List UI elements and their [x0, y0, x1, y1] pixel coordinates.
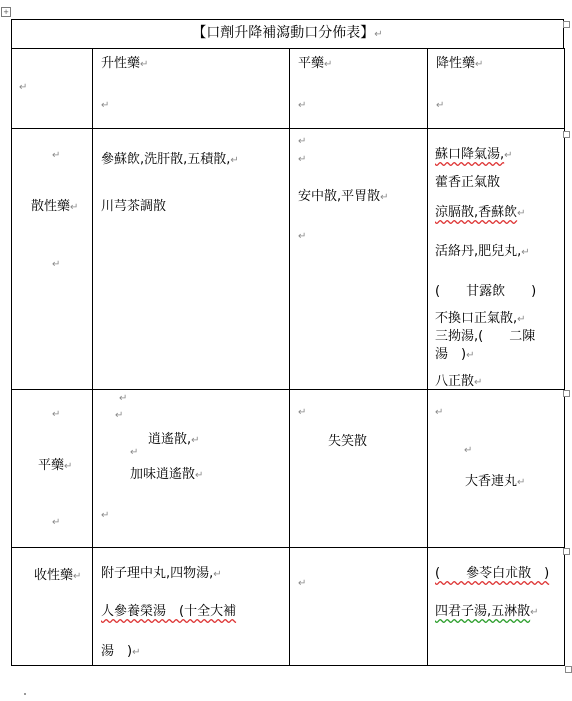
- paragraph-mark: ↵: [130, 447, 139, 458]
- table-move-handle[interactable]: +: [1, 7, 11, 17]
- paragraph-mark: ↵: [374, 29, 383, 40]
- paragraph-mark: ↵: [464, 445, 473, 456]
- prescription-line: 附子理中丸,四物湯,↵: [101, 566, 222, 581]
- dispersing-ascending-cell[interactable]: [93, 129, 290, 390]
- paragraph-mark: ↵: [52, 409, 61, 420]
- end-of-row-marker: [563, 548, 570, 555]
- prescription-line: 涼膈散,香蘇飲↵: [435, 205, 526, 220]
- paragraph-mark: ↵: [298, 578, 307, 589]
- paragraph-mark: ↵: [298, 100, 307, 111]
- astringent-ascending-cell[interactable]: [93, 548, 290, 666]
- row-label-cell[interactable]: [12, 548, 93, 666]
- paragraph-mark: ↵: [436, 100, 445, 111]
- paragraph-mark: ↵: [52, 517, 61, 528]
- neutral-ascending-cell[interactable]: [93, 390, 290, 548]
- prescription-line: 藿香正氣散: [435, 175, 501, 190]
- header-ascending-cell[interactable]: [93, 49, 290, 129]
- prescription-line: 湯 )↵: [435, 347, 475, 362]
- row-label-neutral: 平藥↵: [38, 458, 73, 473]
- prescription-line: 八正散↵: [435, 374, 483, 389]
- paragraph-mark: ↵: [115, 410, 124, 421]
- header-neutral: 平藥↵: [298, 56, 333, 71]
- header-descending: 降性藥↵: [436, 56, 484, 71]
- row-label-cell[interactable]: [12, 129, 93, 390]
- prescription-line: 加味逍遙散↵: [130, 467, 204, 482]
- paragraph-mark: ↵: [52, 150, 61, 161]
- row-neutral: [12, 390, 565, 548]
- paragraph-mark: ↵: [435, 407, 444, 418]
- header-neutral-cell[interactable]: [290, 49, 428, 129]
- dispersing-neutral-cell[interactable]: [290, 129, 428, 390]
- prescription-line: 川芎茶調散: [101, 199, 167, 214]
- header-ascending: 升性藥↵: [101, 56, 149, 71]
- prescription-line: 蘇口降氣湯,↵: [435, 147, 513, 162]
- prescription-line: 人參養榮湯 (十全大補: [101, 604, 237, 619]
- row-dispersing: [12, 129, 565, 390]
- paragraph-mark: ↵: [19, 82, 28, 93]
- paragraph-mark: ↵: [298, 407, 307, 418]
- prescription-table: [11, 48, 565, 666]
- prescription-line: 參蘇飲,洗肝散,五積散,↵: [101, 152, 239, 167]
- row-label-cell[interactable]: [12, 390, 93, 548]
- astringent-descending-cell[interactable]: [428, 548, 565, 666]
- row-label-astringent: 收性藥↵: [34, 568, 82, 583]
- end-of-row-marker: [563, 390, 570, 397]
- row-astringent: [12, 548, 565, 666]
- prescription-line: 失笑散: [328, 434, 368, 449]
- end-of-row-marker: [563, 21, 570, 28]
- header-empty-cell[interactable]: [12, 49, 93, 129]
- dispersing-descending-cell[interactable]: [428, 129, 565, 390]
- prescription-line: 逍遙散,↵: [148, 432, 200, 447]
- prescription-line: 活絡丹,肥兒丸,↵: [435, 244, 530, 259]
- header-descending-cell[interactable]: [428, 49, 565, 129]
- paragraph-mark: ↵: [101, 510, 110, 521]
- paragraph-mark: ↵: [119, 393, 128, 404]
- table-title-row: [11, 19, 564, 49]
- prescription-line: ( 甘露飲 ): [435, 284, 537, 299]
- prescription-line: 湯 )↵: [101, 644, 141, 659]
- table-title: 【口劑升降補瀉動口分佈表】: [192, 25, 375, 41]
- table-resize-handle[interactable]: [565, 666, 572, 673]
- astringent-neutral-cell[interactable]: [290, 548, 428, 666]
- end-of-row-marker: [563, 131, 570, 138]
- prescription-line: 四君子湯,五淋散↵: [435, 604, 539, 619]
- prescription-line: 大香連丸↵: [465, 474, 526, 489]
- paragraph-mark: ↵: [298, 231, 307, 242]
- paragraph-dot: [24, 693, 26, 695]
- prescription-line: 不換口正氣散,↵: [435, 311, 526, 326]
- prescription-line: ( 參苓白朮散 ): [435, 566, 550, 581]
- header-row: [12, 49, 565, 129]
- paragraph-mark: ↵: [298, 136, 307, 147]
- row-label-dispersing: 散性藥↵: [31, 199, 79, 214]
- paragraph-mark: ↵: [101, 100, 110, 111]
- prescription-line: 安中散,平胃散↵: [298, 189, 389, 204]
- neutral-descending-cell[interactable]: [428, 390, 565, 548]
- paragraph-mark: ↵: [52, 259, 61, 270]
- prescription-line: 三拗湯,( 二陳: [435, 329, 536, 344]
- neutral-neutral-cell[interactable]: [290, 390, 428, 548]
- paragraph-mark: ↵: [298, 154, 307, 165]
